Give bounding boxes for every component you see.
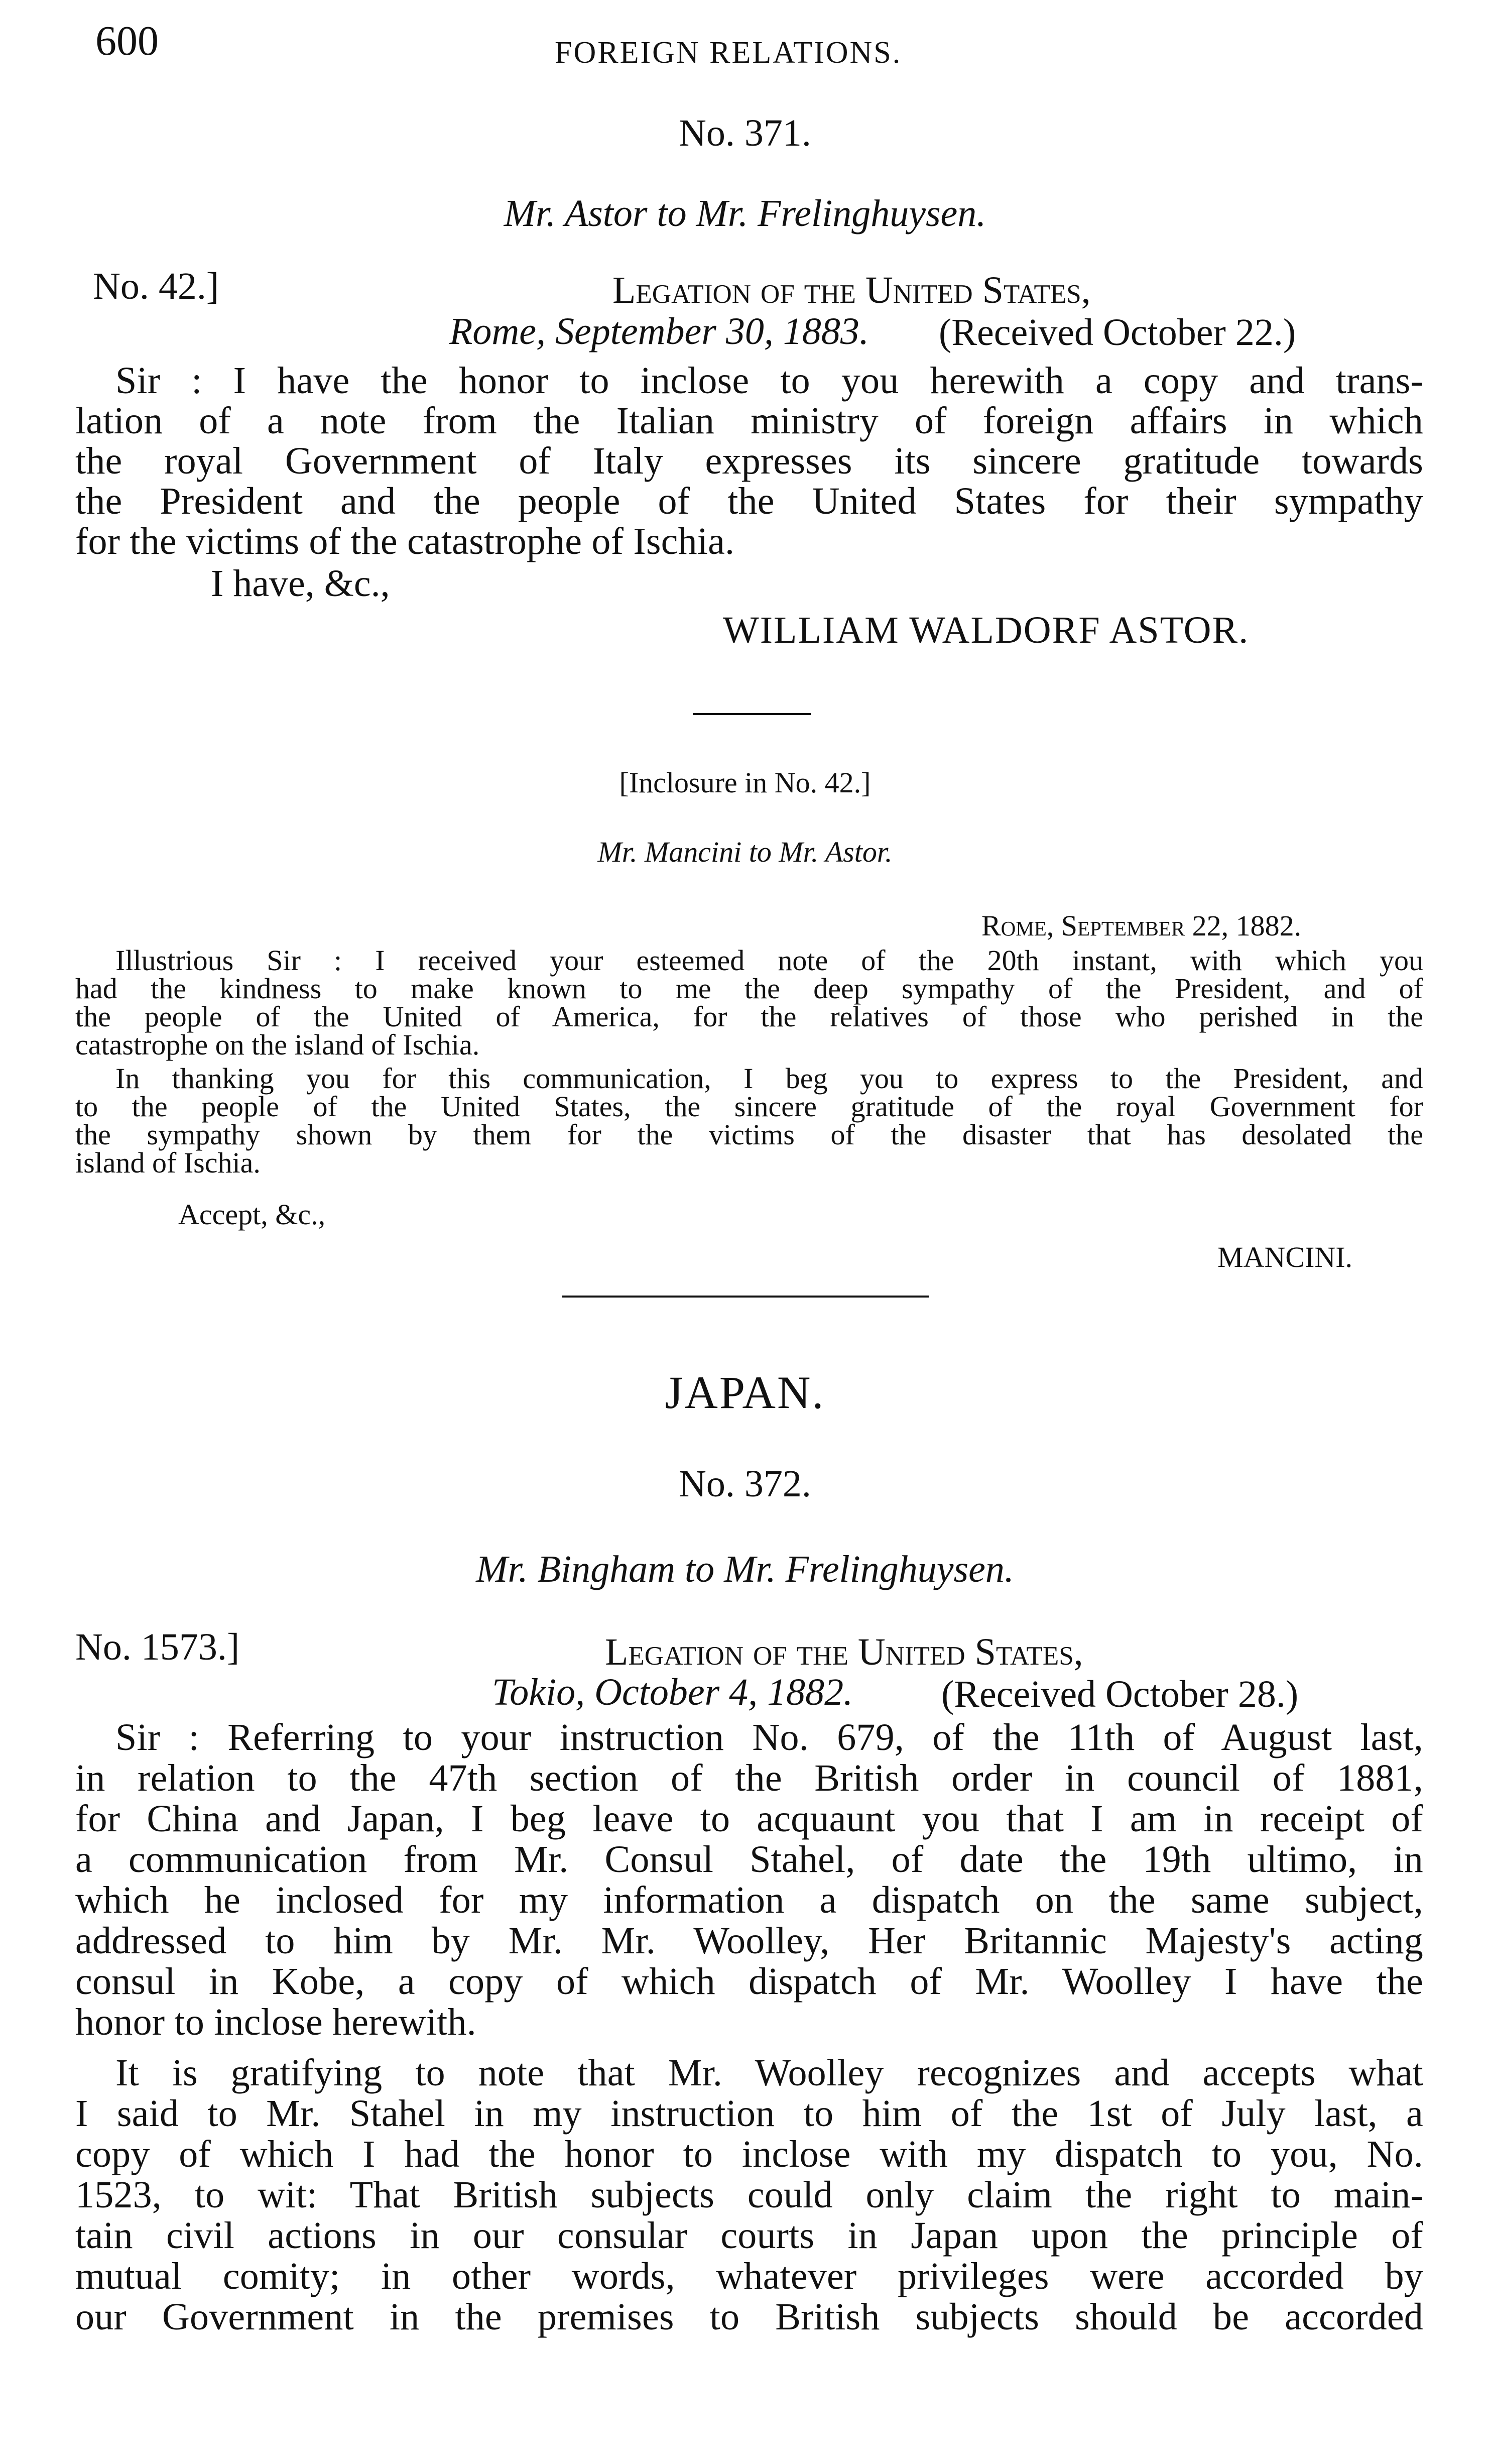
- signature: WILLIAM WALDORF ASTOR.: [723, 609, 1250, 651]
- body-line: to the people of the United States, the sincere gratitude of the royal Government for: [75, 1090, 1423, 1123]
- body-line: had the kindness to make known to me the deep sympathy of the President, and of: [75, 972, 1423, 1005]
- page-number: 600: [95, 18, 159, 64]
- document-number: No. 372.: [679, 1463, 811, 1505]
- body-line: In thanking you for this communication, I beg you to express to the President, and: [115, 1062, 1423, 1095]
- document-title: Mr. Astor to Mr. Frelinghuysen.: [504, 192, 986, 234]
- body-line: the royal Government of Italy expresses its sincere gratitude towards: [75, 440, 1423, 482]
- inclosure-closing: Accept, &c.,: [178, 1198, 326, 1231]
- body-line: 1523, to wit: That British subjects could only claim the right to main-: [75, 2174, 1423, 2216]
- received-date: (Received October 28.): [941, 1673, 1299, 1715]
- body-line: island of Ischia.: [75, 1146, 261, 1179]
- body-line: I said to Mr. Stahel in my instruction to him of the 1st of July last, a: [75, 2092, 1423, 2135]
- section-rule: [562, 1296, 929, 1298]
- legation-heading: Legation of the United States,: [612, 269, 1091, 311]
- place-date: Tokio, October 4, 1882.: [492, 1671, 853, 1713]
- document-title: Mr. Bingham to Mr. Frelinghuysen.: [476, 1548, 1014, 1590]
- running-title: FOREIGN RELATIONS.: [555, 36, 902, 70]
- letter-body: [75, 1717, 1423, 2043]
- inclosure-signature: MANCINI.: [1217, 1241, 1353, 1273]
- dispatch-number: No. 1573.]: [75, 1626, 240, 1668]
- body-line: our Government in the premises to British subjects should be accorded: [75, 2296, 1423, 2338]
- body-line: the President and the people of the United States for their sympathy: [75, 480, 1423, 522]
- body-line: catastrophe on the island of Ischia.: [75, 1028, 480, 1061]
- place-date: Rome, September 30, 1883.: [449, 310, 869, 353]
- body-line: copy of which I had the honor to inclose with my dispatch to you, No.: [75, 2133, 1423, 2175]
- dispatch-number: No. 42.]: [93, 265, 219, 307]
- body-line: which he inclosed for my information a dispatch on the same subject,: [75, 1879, 1423, 1921]
- body-line: a communication from Mr. Consul Stahel, of date the 19th ultimo, in: [75, 1838, 1423, 1881]
- body-line: Sir : I have the honor to inclose to you herewith a copy and trans-: [115, 360, 1423, 402]
- received-date: (Received October 22.): [939, 311, 1296, 354]
- inclosure-paragraph: [75, 1062, 1423, 1179]
- body-line: It is gratifying to note that Mr. Woolley recognizes and accepts what: [115, 2052, 1423, 2094]
- body-line: consul in Kobe, a copy of which dispatch of Mr. Woolley I have the: [75, 1960, 1423, 2003]
- body-line: tain civil actions in our consular courts in Japan upon the principle of: [75, 2214, 1423, 2257]
- body-line: lation of a note from the Italian ministry of foreign affairs in which: [75, 400, 1423, 442]
- body-line: mutual comity; in other words, whatever privileges were accorded by: [75, 2255, 1423, 2297]
- body-line: in relation to the 47th section of the British order in council of 1881,: [75, 1757, 1423, 1799]
- separator-rule: [693, 713, 811, 715]
- letter-body: [75, 2053, 1423, 2337]
- letter-body: [75, 361, 1423, 561]
- closing: I have, &c.,: [211, 562, 390, 605]
- inclosure-paragraph: [75, 944, 1423, 1061]
- body-line: Illustrious Sir : I received your esteemed note of the 20th instant, with which you: [115, 944, 1423, 977]
- body-line: honor to inclose herewith.: [75, 2001, 476, 2043]
- legation-heading: Legation of the United States,: [605, 1631, 1083, 1673]
- inclosure-heading: [Inclosure in No. 42.]: [619, 766, 871, 799]
- body-line: the sympathy shown by them for the victims of the disaster that has desolated the: [75, 1118, 1423, 1151]
- document-number: No. 371.: [679, 112, 811, 154]
- section-heading: JAPAN.: [665, 1367, 825, 1418]
- inclosure-place-date: Rome, September 22, 1882.: [981, 909, 1302, 942]
- body-line: the people of the United of America, for the relatives of those who perished in the: [75, 1000, 1423, 1033]
- body-line: for China and Japan, I beg leave to acquaunt you that I am in receipt of: [75, 1798, 1423, 1840]
- inclosure-title: Mr. Mancini to Mr. Astor.: [597, 836, 893, 868]
- body-line: for the victims of the catastrophe of Ischia.: [75, 520, 735, 562]
- body-line: Sir : Referring to your instruction No. 679, of the 11th of August last,: [115, 1716, 1423, 1758]
- body-line: addressed to him by Mr. Mr. Woolley, Her Britannic Majesty's acting: [75, 1920, 1423, 1962]
